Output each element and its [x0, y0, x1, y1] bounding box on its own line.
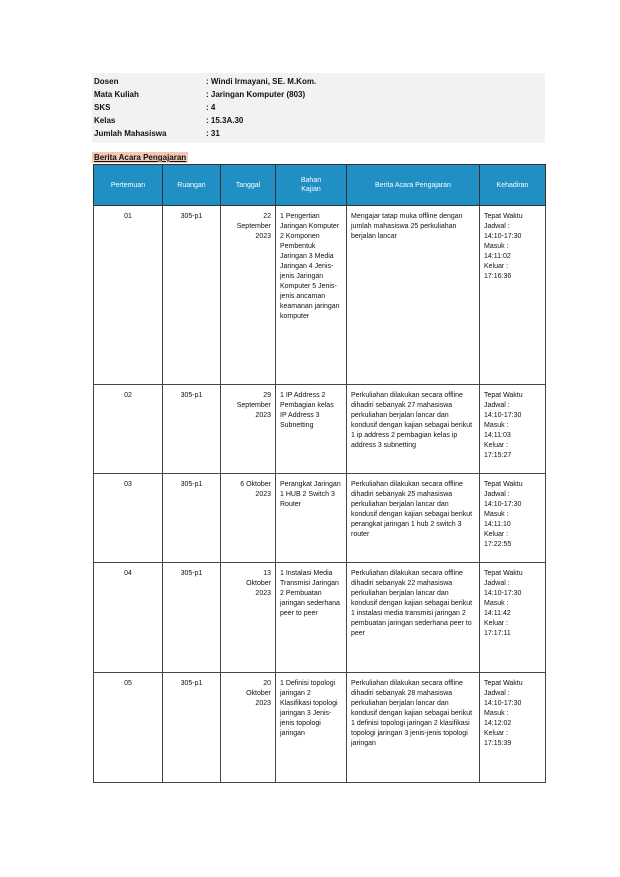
info-value: : Jaringan Komputer (803)	[206, 90, 306, 99]
cell-kehadiran: Tepat Waktu Jadwal : 14:10-17:30 Masuk : 14:11:42 Keluar : 17:17:11	[480, 563, 546, 673]
cell-tanggal: 20 Oktober 2023	[221, 673, 276, 783]
info-value: : Windi Irmayani, SE. M.Kom.	[206, 77, 317, 86]
cell-bahan-kajian: Perangkat Jaringan 1 HUB 2 Switch 3 Router	[276, 474, 347, 563]
info-label: Jumlah Mahasiswa	[94, 129, 167, 138]
cell-berita-acara: Perkuliahan dilakukan secara offline dihadiri sebanyak 25 mahasiswa perkuliahan berjalan lancar dan kondusif dengan kajian sebagai berikut perangkat jaringan 1 hub 2 switch 3 router	[347, 474, 480, 563]
table-row	[94, 563, 546, 673]
cell-kehadiran: Tepat Waktu Jadwal : 14:10-17:30 Masuk : 14:11:03 Keluar : 17:15:27	[480, 385, 546, 474]
cell-bahan-kajian: 1 Instalasi Media Transmisi Jaringan 2 Pembuatan jaringan sederhana peer to peer	[276, 563, 347, 673]
header-ruangan: Ruangan	[163, 165, 221, 206]
cell-berita-acara: Mengajar tatap muka offline dengan jumlah mahasiswa 25 perkuliahan berjalan lancar	[347, 206, 480, 385]
info-value: : 31	[206, 129, 220, 138]
cell-tanggal: 6 Oktober 2023	[221, 474, 276, 563]
cell-tanggal: 13 Oktober 2023	[221, 563, 276, 673]
header-pertemuan: Pertemuan	[94, 165, 163, 206]
header-tanggal: Tanggal	[221, 165, 276, 206]
cell-ruangan: 305-p1	[163, 474, 221, 563]
cell-berita-acara: Perkuliahan dilakukan secara offline dihadiri sebanyak 22 mahasiswa perkuliahan berjalan lancar dan kondusif dengan kajian sebagai berikut 1 instalasi media transmisi jaringan 2 pembuatan jaringan sederhana peer to peer	[347, 563, 480, 673]
cell-pertemuan: 01	[94, 206, 163, 385]
cell-pertemuan: 05	[94, 673, 163, 783]
cell-bahan-kajian: 1 IP Address 2 Pembagian kelas IP Address 3 Subnetting	[276, 385, 347, 474]
cell-kehadiran: Tepat Waktu Jadwal : 14:10-17:30 Masuk : 14:12:02 Keluar : 17:15:39	[480, 673, 546, 783]
cell-ruangan: 305-p1	[163, 206, 221, 385]
cell-berita-acara: Perkuliahan dilakukan secara offline dihadiri sebanyak 28 mahasiswa perkuliahan berjalan lancar dan kondusif dengan kajian sebagai berikut 1 definisi topologi jaringan 2 klasifikasi topologi jaringan 3 jenis-jenis topologi jaringan	[347, 673, 480, 783]
info-row-sks	[92, 101, 545, 114]
table-row	[94, 385, 546, 474]
header-berita-acara: Berita Acara Pengajaran	[347, 165, 480, 206]
info-row-kelas	[92, 114, 545, 127]
info-row-mata-kuliah	[92, 88, 545, 101]
cell-bahan-kajian: 1 Definisi topologi jaringan 2 Klasifikasi topologi jaringan 3 Jenis-jenis topologi jaringan	[276, 673, 347, 783]
cell-kehadiran: Tepat Waktu Jadwal : 14:10-17:30 Masuk : 14:11:10 Keluar : 17:22:55	[480, 474, 546, 563]
table-header-row	[94, 165, 546, 206]
cell-kehadiran: Tepat Waktu Jadwal : 14:10-17:30 Masuk : 14:11:02 Keluar : 17:16:36	[480, 206, 546, 385]
section-title: Berita Acara Pengajaran	[94, 153, 187, 162]
table-row	[94, 206, 546, 385]
header-kehadiran: Kehadiran	[480, 165, 546, 206]
cell-bahan-kajian: 1 Pengertian Jaringan Komputer 2 Komponen Pembentuk Jaringan 3 Media Jaringan 4 Jenis-jenis Jaringan Komputer 5 Jenis-jenis ancaman keamanan jaringan komputer	[276, 206, 347, 385]
info-row-jumlah-mahasiswa	[92, 127, 545, 140]
cell-ruangan: 305-p1	[163, 563, 221, 673]
table-row	[94, 673, 546, 783]
cell-pertemuan: 02	[94, 385, 163, 474]
teaching-record-table	[93, 164, 546, 783]
course-info	[92, 73, 545, 143]
info-label: Kelas	[94, 116, 116, 125]
cell-berita-acara: Perkuliahan dilakukan secara offline dihadiri sebanyak 27 mahasiswa perkuliahan berjalan lancar dan kondusif dengan kajian sebagai berikut 1 ip address 2 pembagian kelas ip address 3 subnetting	[347, 385, 480, 474]
info-label: Mata Kuliah	[94, 90, 139, 99]
cell-tanggal: 22 September 2023	[221, 206, 276, 385]
table-row	[94, 474, 546, 563]
cell-pertemuan: 03	[94, 474, 163, 563]
info-label: SKS	[94, 103, 111, 112]
header-bahan-kajian: Bahan Kajian	[276, 165, 347, 206]
info-label: Dosen	[94, 77, 119, 86]
info-row-dosen	[92, 75, 545, 88]
cell-tanggal: 29 September 2023	[221, 385, 276, 474]
cell-ruangan: 305-p1	[163, 673, 221, 783]
info-value: : 15.3A.30	[206, 116, 244, 125]
info-value: : 4	[206, 103, 216, 112]
cell-ruangan: 305-p1	[163, 385, 221, 474]
cell-pertemuan: 04	[94, 563, 163, 673]
